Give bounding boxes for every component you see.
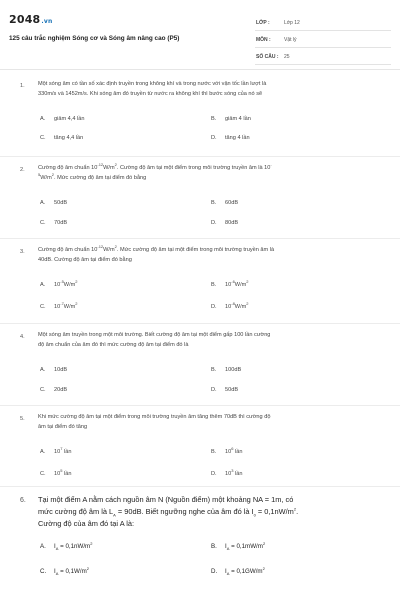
option-label: A. <box>40 116 46 122</box>
question-line: mức cường độ âm là $L_A = 90dB$. Biết ngưỡng nghe của âm đó là $I_0 = 0,1nW/m^2$. <box>38 506 299 518</box>
question-line: Tại một điểm A nằm cách nguồn âm N (Nguồn điểm) một khoảng NA = 1m, có <box>38 495 294 504</box>
question-text <box>38 164 378 183</box>
option-b[interactable] <box>211 367 241 373</box>
question-number: 6. <box>20 497 26 504</box>
option-text: tăng 4 lần <box>225 135 250 141</box>
option-label: C. <box>40 304 46 310</box>
option-c[interactable] <box>40 387 67 393</box>
option-text: $10^6$ lần <box>225 446 243 455</box>
option-text: 70dB <box>54 220 68 226</box>
option-text: $I_A = 0,1GW/m^2$ <box>225 565 265 577</box>
question-line: Cường độ âm chuẩn $10^{-12}W/m^2$. Cường độ âm tại một điểm trong môi trường truyền âm là 10- <box>38 162 272 171</box>
option-b[interactable] <box>211 540 266 552</box>
option-a[interactable] <box>40 446 72 455</box>
meta-value: Vật lý <box>284 37 297 43</box>
option-label: C. <box>40 220 46 226</box>
document-title: 125 câu trắc nghiệm Sóng cơ và Sóng âm nâng cao (P5) <box>9 35 180 42</box>
option-text: $10^{-7}W/m^2$ <box>54 301 78 310</box>
option-text: $10^{-6}W/m^2$ <box>225 279 249 288</box>
option-b[interactable] <box>211 279 249 288</box>
document-meta <box>255 14 391 65</box>
option-b[interactable] <box>211 446 243 455</box>
option-text: $I_A = 0,1W/m^2$ <box>54 565 90 577</box>
question-number: 5. <box>20 416 25 422</box>
option-text: $10^3$ lần <box>225 468 243 477</box>
option-c[interactable] <box>40 220 67 226</box>
logo-brand: 2048 <box>9 13 41 26</box>
meta-class-row <box>255 14 391 31</box>
question-number: 4. <box>20 334 25 340</box>
question-number: 3. <box>20 249 25 255</box>
question-line: Cường độ âm chuẩn $10^{-12}W/m^2$. Mức cường độ âm tại một điểm trong môi trường truyền âm là <box>38 244 275 253</box>
option-label: B. <box>211 449 217 455</box>
option-label: D. <box>211 220 217 226</box>
option-label: A. <box>40 543 46 550</box>
question-text <box>38 246 378 265</box>
question-divider <box>0 238 400 239</box>
option-label: B. <box>211 367 217 373</box>
question-line: $^5W/m^2$. Mức cường độ âm tại điểm đó bằng <box>38 171 147 181</box>
option-label: A. <box>40 200 46 206</box>
option-b[interactable] <box>211 116 251 122</box>
option-label: D. <box>211 568 218 575</box>
option-text: 10dB <box>54 367 68 373</box>
question-divider <box>0 405 400 406</box>
question-line: 330m/s và 1452m/s. Khi sóng âm đó truyền từ nước ra không khí thì bước sóng của nó sẽ <box>38 90 263 97</box>
option-text: 80dB <box>225 220 239 226</box>
question-line: Một sóng âm truyền trong một môi trường. Biết cường độ âm tại một điểm gấp 100 lần cường <box>38 332 271 338</box>
option-label: D. <box>211 135 217 141</box>
option-text: tăng 4,4 lần <box>54 135 84 141</box>
question-line: độ âm chuẩn của âm đó thì mức cường độ âm tại điểm đó là <box>38 341 189 348</box>
meta-key: SỐ CÂU : <box>256 54 279 60</box>
option-text: $10^7$ lần <box>54 446 72 455</box>
question-line: Cường độ của âm đó tại A là: <box>38 518 135 528</box>
option-d[interactable] <box>211 468 243 477</box>
question-number: 2. <box>20 167 25 173</box>
option-b[interactable] <box>211 200 238 206</box>
option-label: B. <box>211 543 217 550</box>
option-text: $I_A = 0,1mW/m^2$ <box>225 540 266 552</box>
question-line: Khi mức cường độ âm tại một điểm trong môi trường truyền âm tăng thêm 70dB thì cường độ <box>38 414 271 420</box>
option-label: B. <box>211 282 217 288</box>
meta-count-row <box>255 48 391 65</box>
question-line: Một sóng âm có tần số xác định truyền trong không khí và trong nước với vận tốc lần lượt là <box>38 81 267 87</box>
question-divider <box>0 156 400 157</box>
option-label: A. <box>40 449 46 455</box>
option-d[interactable] <box>211 220 238 226</box>
option-a[interactable] <box>40 200 67 206</box>
question-text <box>38 494 386 529</box>
question-divider <box>0 486 400 487</box>
option-text: 60dB <box>225 200 239 206</box>
option-label: D. <box>211 387 217 393</box>
meta-key: LỚP : <box>256 20 270 26</box>
question-number: 1. <box>20 83 25 89</box>
meta-key: MÔN : <box>256 37 271 43</box>
option-c[interactable] <box>40 565 90 577</box>
option-text: giảm 4,4 lần <box>54 116 85 122</box>
option-c[interactable] <box>40 301 78 310</box>
option-a[interactable] <box>40 279 78 288</box>
site-logo[interactable] <box>9 13 52 26</box>
option-d[interactable] <box>211 301 249 310</box>
option-c[interactable] <box>40 468 72 477</box>
option-a[interactable] <box>40 367 67 373</box>
option-text: 50dB <box>225 387 239 393</box>
option-label: C. <box>40 568 47 575</box>
question-line: 40dB. Cường độ âm tại điểm đó bằng <box>38 256 132 263</box>
meta-value: 25 <box>284 54 290 60</box>
question-text <box>38 331 378 350</box>
question-text <box>38 80 378 99</box>
logo-tld: .vn <box>41 18 53 25</box>
page-header <box>0 0 400 68</box>
option-text: 20dB <box>54 387 68 393</box>
option-text: $10^{-5}W/m^2$ <box>54 279 78 288</box>
option-label: C. <box>40 387 46 393</box>
header-divider <box>0 69 400 70</box>
option-c[interactable] <box>40 135 83 141</box>
option-text: $10^{-8}W/m^2$ <box>225 301 249 310</box>
meta-value: Lớp 12 <box>284 20 300 26</box>
option-a[interactable] <box>40 540 93 552</box>
question-text <box>38 413 378 432</box>
option-label: A. <box>40 282 46 288</box>
option-d[interactable] <box>211 135 250 141</box>
option-label: A. <box>40 367 46 373</box>
meta-subject-row <box>255 31 391 48</box>
option-text: $I_A = 0,1nW/m^2$ <box>54 540 93 552</box>
option-a[interactable] <box>40 116 84 122</box>
option-d[interactable] <box>211 387 238 393</box>
option-label: C. <box>40 135 46 141</box>
option-d[interactable] <box>211 565 265 577</box>
option-label: B. <box>211 200 217 206</box>
question-divider <box>0 323 400 324</box>
option-label: D. <box>211 471 217 477</box>
option-text: 50dB <box>54 200 68 206</box>
option-text: 100dB <box>225 367 242 373</box>
option-text: $10^5$ lần <box>54 468 72 477</box>
option-label: D. <box>211 304 217 310</box>
option-label: C. <box>40 471 46 477</box>
option-label: B. <box>211 116 217 122</box>
question-line: âm tại điểm đó tăng <box>38 423 88 430</box>
option-text: giảm 4 lần <box>225 116 251 122</box>
